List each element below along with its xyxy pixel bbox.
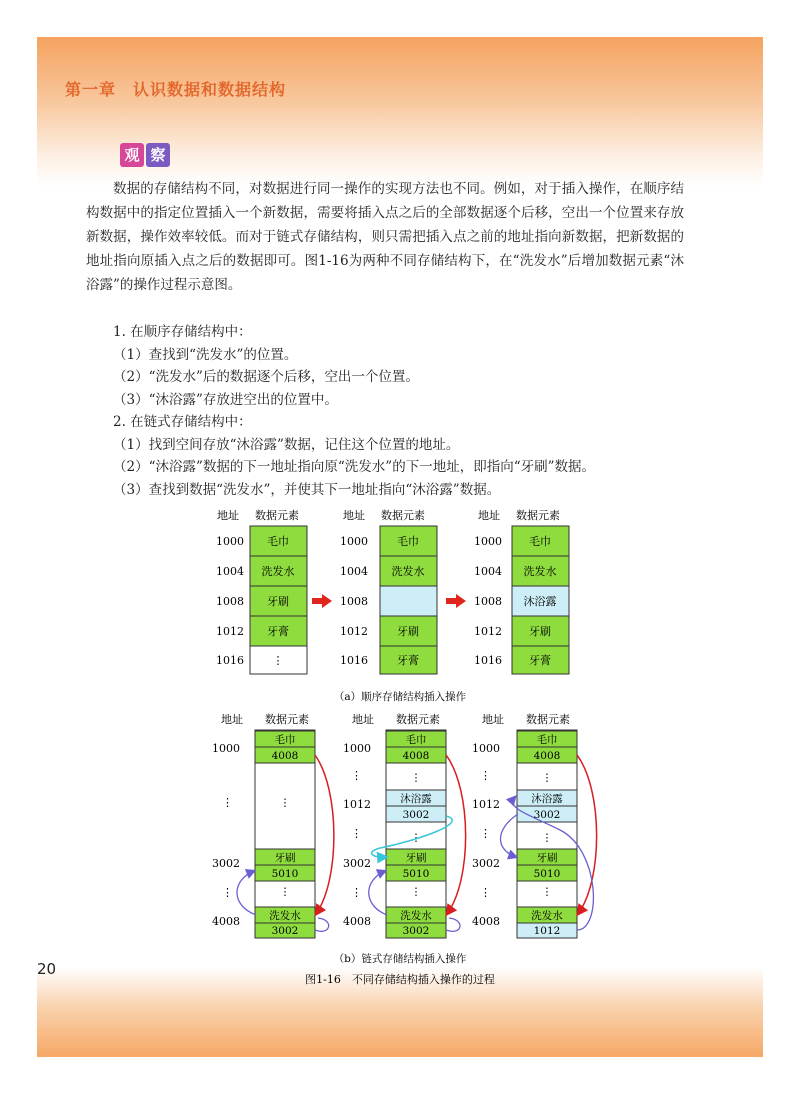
body-paragraph: 数据的存储结构不同，对数据进行同一操作的实现方法也不同。例如，对于插入操作，在顺序结构数据中的指定位置插入一个新数据，需要将插入点之后的全部数据逐个后移，空出一个位置来存放新数据，操作效率较低。而对于链式存储结构，则只需把插入点之前的地址指向新数据，把新数据的地址指向原插入点之后的数据即可。图1-16为两种不同存储结构下，在“洗发水”后增加数据元素“沐浴露”的操作过程示意图。 <box>86 181 684 293</box>
seq-address: 1016 <box>474 654 502 667</box>
node-next: 1012 <box>533 925 561 937</box>
step-item: （2）“沐浴露”数据的下一地址指向原“洗发水”的下一地址，即指向“牙刷”数据。 <box>113 459 595 475</box>
seq-address-header-3: 地址 <box>478 509 500 522</box>
ellipsis: ⋮ <box>410 772 422 784</box>
step-item: （1）找到空间存放“沐浴露”数据，记住这个位置的地址。 <box>113 436 460 453</box>
figure-title: 图1-16 不同存储结构插入操作的过程 <box>305 973 495 986</box>
node-next: 3002 <box>533 809 561 821</box>
node-name: 牙刷 <box>274 852 296 864</box>
linked-panel-2 <box>343 730 466 938</box>
node-next: 3002 <box>271 925 299 937</box>
node-next: 5010 <box>271 868 299 880</box>
node-name: 毛巾 <box>405 734 427 746</box>
linked-address: ⋮ <box>480 886 491 899</box>
seq-address: 1008 <box>216 595 244 608</box>
seq-caption: （a）顺序存储结构插入操作 <box>333 691 467 703</box>
seq-cell: 牙膏 <box>397 654 419 667</box>
linked-address-header-2: 地址 <box>352 713 374 726</box>
seq-address: 1016 <box>216 654 244 667</box>
node-next: 3002 <box>402 809 430 821</box>
seq-cell: 洗发水 <box>261 565 295 578</box>
step-item: （1）查找到“洗发水”的位置。 <box>113 346 298 363</box>
node-name: 沐浴露 <box>531 793 563 805</box>
seq-address: 1016 <box>340 654 368 667</box>
linked-address: 1000 <box>472 742 500 755</box>
seq-address: 1012 <box>474 625 502 638</box>
linked-address: 1000 <box>343 742 371 755</box>
linked-element-header-1: 数据元素 <box>265 713 309 726</box>
seq-element-header-1: 数据元素 <box>255 509 299 522</box>
chapter-title: 第一章 认识数据和数据结构 <box>65 80 287 99</box>
linked-address: 3002 <box>472 857 500 870</box>
seq-address: 1000 <box>340 535 368 548</box>
node-next: 3002 <box>402 925 430 937</box>
seq-address: 1004 <box>216 565 244 578</box>
node-name: 毛巾 <box>536 734 558 746</box>
seq-cell: 毛巾 <box>529 535 551 548</box>
step-item: （3）查找到数据“洗发水”，并使其下一地址指向“沐浴露”数据。 <box>113 481 501 498</box>
seq-address: 1000 <box>474 535 502 548</box>
node-name: 洗发水 <box>531 910 563 922</box>
ellipsis: ⋮ <box>410 886 422 898</box>
seq-element-header-3: 数据元素 <box>516 509 560 522</box>
seq-cell: 牙刷 <box>529 625 551 638</box>
node-name: 毛巾 <box>274 734 296 746</box>
seq-address: 1004 <box>474 565 502 578</box>
step-item: （3）“沐浴露”存放进空出的位置中。 <box>113 391 338 408</box>
linked-address: 4008 <box>212 915 240 928</box>
linked-address: 3002 <box>343 857 371 870</box>
linked-figure <box>212 712 597 986</box>
seq-cell: 牙刷 <box>267 595 289 608</box>
linked-address: ⋮ <box>351 827 362 840</box>
seq-panel-1 <box>216 526 307 674</box>
linked-address: ⋮ <box>480 827 491 840</box>
linked-element-header-3: 数据元素 <box>526 713 570 726</box>
linked-address: 1012 <box>343 798 371 811</box>
observe-badge-char-1: 观 <box>120 143 144 167</box>
node-next: 4008 <box>533 750 561 762</box>
seq-address: 1000 <box>216 535 244 548</box>
seq-cell: 牙膏 <box>529 654 551 667</box>
seq-element-header-2: 数据元素 <box>381 509 425 522</box>
ellipsis: ⋮ <box>541 772 553 784</box>
step-item: 2. 在链式存储结构中： <box>113 414 252 430</box>
linked-panel-3 <box>472 730 597 938</box>
page-number: 20 <box>37 960 57 978</box>
step-item: （2）“洗发水”后的数据逐个后移，空出一个位置。 <box>113 369 419 385</box>
observe-badge-char-2: 察 <box>146 143 170 167</box>
linked-panel-1 <box>212 730 334 938</box>
seq-cell: 洗发水 <box>391 565 425 578</box>
seq-cell: 毛巾 <box>397 535 419 548</box>
seq-cell: 沐浴露 <box>523 595 557 608</box>
seq-panel-2 <box>340 526 437 674</box>
node-next: 5010 <box>533 868 561 880</box>
linked-address-header-1: 地址 <box>221 713 243 726</box>
seq-address: 1012 <box>340 625 368 638</box>
seq-cell: 洗发水 <box>523 565 557 578</box>
linked-address: ⋮ <box>480 769 491 782</box>
ellipsis: ⋮ <box>279 797 291 809</box>
seq-address: 1008 <box>474 595 502 608</box>
node-name: 洗发水 <box>400 910 432 922</box>
seq-address-header-1: 地址 <box>217 509 239 522</box>
ellipsis: ⋮ <box>541 832 553 844</box>
node-next: 4008 <box>402 750 430 762</box>
seq-address-header-2: 地址 <box>343 509 365 522</box>
linked-address: ⋮ <box>222 886 233 899</box>
linked-address: 4008 <box>472 915 500 928</box>
step-item: 1. 在顺序存储结构中： <box>113 324 252 340</box>
linked-address: ⋮ <box>351 769 362 782</box>
seq-panel-3 <box>474 526 569 674</box>
seq-cell: 牙刷 <box>397 625 419 638</box>
linked-address: 1000 <box>212 742 240 755</box>
linked-address-header-3: 地址 <box>482 713 504 726</box>
seq-address: 1008 <box>340 595 368 608</box>
linked-element-header-2: 数据元素 <box>396 713 440 726</box>
node-name: 洗发水 <box>269 910 301 922</box>
node-next: 5010 <box>402 868 430 880</box>
seq-cell: ⋮ <box>272 654 284 667</box>
seq-address: 1012 <box>216 625 244 638</box>
seq-cell: 毛巾 <box>267 535 289 548</box>
linked-caption: （b）链式存储结构插入操作 <box>333 953 467 965</box>
node-name: 牙刷 <box>536 852 558 864</box>
node-name: 牙刷 <box>405 852 427 864</box>
right-arrow-icon <box>312 594 332 608</box>
ellipsis: ⋮ <box>541 886 553 898</box>
node-next: 4008 <box>271 750 299 762</box>
sequential-figure <box>216 508 569 703</box>
linked-address: 1012 <box>472 798 500 811</box>
linked-address: ⋮ <box>351 886 362 899</box>
node-name: 沐浴露 <box>400 793 432 805</box>
seq-address: 1004 <box>340 565 368 578</box>
ellipsis: ⋮ <box>279 886 291 898</box>
linked-address: ⋮ <box>222 796 233 809</box>
linked-address: 4008 <box>343 915 371 928</box>
ellipsis: ⋮ <box>410 832 422 844</box>
right-arrow-icon <box>446 594 466 608</box>
seq-cell: 牙膏 <box>267 625 289 638</box>
linked-address: 3002 <box>212 857 240 870</box>
